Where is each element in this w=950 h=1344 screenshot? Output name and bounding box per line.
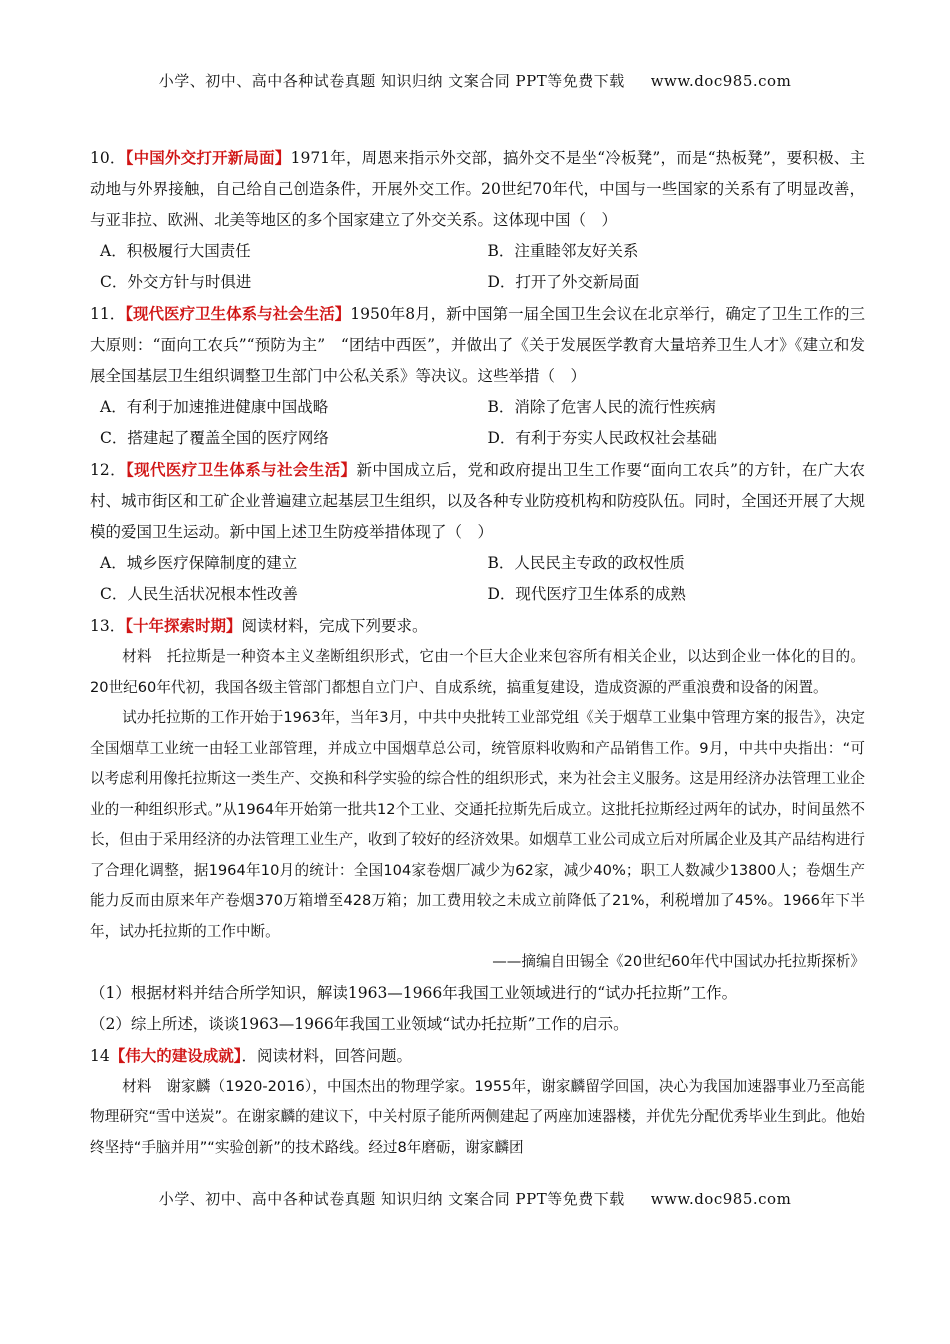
question-10-options (90, 236, 865, 298)
header-site-link[interactable]: www.doc985.com (650, 72, 792, 90)
question-13-text: 阅读材料，完成下列要求。 (241, 617, 428, 635)
question-10-option-c: C．外交方针与时俱进 (100, 273, 252, 291)
question-14-stem (90, 1040, 865, 1072)
question-10-option-d: D．打开了外交新局面 (487, 273, 640, 291)
question-11-option-b: B．消除了危害人民的流行性疾病 (487, 398, 716, 416)
question-11-topic-tag: 【现代医疗卫生体系与社会生活】 (125, 304, 351, 323)
question-13-stem (90, 610, 865, 642)
question-11-option-a: A．有利于加速推进健康中国战略 (100, 398, 329, 416)
question-13-material-paragraph-2: 试办托拉斯的工作开始于1963年，当年3月，中共中央批转工业部党组《关于烟草工业集中管理方案的报告》，决定全国烟草工业统一由轻工业部管理，并成立中国烟草总公司，统管原料收购和产品销售工作。9月，中共中央指出：“可以考虑利用像托拉斯这一类生产、交换和科学实验的综合性的组织形式，来为社会主义服务。这是用经济办法管理工业企业的一种组织形式。”从1964年开始第一批共12个工业、交通托拉斯先后成立。这批托拉斯经过两年的试办，时间虽然不长，但由于采用经济的办法管理工业生产，收到了较好的经济效果。如烟草工业公司成立后对所属企业及其产品结构进行了合理化调整，据1964年10月的统计：全国104家卷烟厂减少为62家，减少40%；职工人数减少13800人；卷烟生产能力反而由原来年产卷烟370万箱增至428万箱；加工费用较之未成立前降低了21%，利税增加了45%。1966年下半年，试办托拉斯的工作中断。 (90, 709, 865, 940)
question-11-text: 1950年8月，新中国第一届全国卫生会议在北京举行，确定了卫生工作的三大原则：“面向工农兵”“预防为主” “团结中西医”，并做出了《关于发展医学教育大量培养卫生人才》《建立和发展全国基层卫生组织调整卫生部门中公私关系》等决议。这些举措（ ） (90, 305, 865, 385)
question-12-option-d: D．现代医疗卫生体系的成熟 (487, 585, 686, 603)
question-10-topic-tag: 【中国外交打开新局面】 (125, 148, 291, 167)
question-13-subquestion-1: （1）根据材料并结合所学知识，解读1963—1966年我国工业领域进行的“试办托拉斯”工作。 (90, 983, 738, 1002)
question-14-text: ．阅读材料，回答问题。 (241, 1046, 413, 1065)
exam-content (90, 142, 865, 1163)
question-12-option-c: C．人民生活状况根本性改善 (100, 585, 298, 603)
question-10-option-a: A．积极履行大国责任 (100, 242, 251, 260)
question-13 (90, 610, 865, 1040)
question-10-text: 1971年，周恩来指示外交部，搞外交不是坐“冷板凳”，而是“热板凳”，要积极、主动地与外界接触，自己给自己创造条件，开展外交工作。20世纪70年代，中国与一些国家的关系有了明显改善，与亚非拉、欧洲、北美等地区的多个国家建立了外交关系。这体现中国（ ） (90, 149, 865, 229)
question-10 (90, 142, 865, 298)
question-14 (90, 1040, 865, 1164)
question-11-option-d: D．有利于夯实人民政权社会基础 (487, 429, 717, 447)
question-12-option-a: A．城乡医疗保障制度的建立 (100, 554, 298, 572)
footer-text: 小学、初中、高中各种试卷真题 知识归纳 文案合同 PPT等免费下载 (158, 1190, 625, 1208)
question-12 (90, 454, 865, 610)
question-14-number: 14 (90, 1046, 110, 1065)
question-14-topic-tag: 【伟大的建设成就】 (109, 1045, 242, 1065)
header-text: 小学、初中、高中各种试卷真题 知识归纳 文案合同 PPT等免费下载 (158, 72, 625, 90)
question-12-number: 12． (90, 461, 126, 479)
question-11-option-c: C．搭建起了覆盖全国的医疗网络 (100, 429, 329, 447)
question-10-option-b: B．注重睦邻友好关系 (487, 242, 639, 260)
question-12-text: 新中国成立后，党和政府提出卫生工作要“面向工农兵”的方针，在广大农村、城市街区和工矿企业普遍建立起基层卫生组织，以及各种专业防疫机构和防疫队伍。同时，全国还开展了大规模的爱国卫生运动。新中国上述卫生防疫举措体现了（ ） (90, 461, 866, 541)
question-13-source: ——摘编自田锡全《20世纪60年代中国试办托拉斯探析》 (492, 953, 865, 970)
question-12-topic-tag: 【现代医疗卫生体系与社会生活】 (125, 460, 357, 479)
question-11-options (90, 392, 865, 454)
question-13-topic-tag: 【十年探索时期】 (125, 616, 242, 635)
question-10-stem (90, 142, 865, 236)
question-10-number: 10． (90, 149, 126, 167)
footer-site-link[interactable]: www.doc985.com (650, 1190, 792, 1208)
page-footer (0, 1188, 950, 1209)
question-14-material-paragraph-1: 材料 谢家麟（1920-2016），中国杰出的物理学家。1955年，谢家麟留学回国，决心为我国加速器事业乃至高能物理研究“雪中送炭”。在谢家麟的建议下，中关村原子能所两侧建起了两座加速器楼，并优先分配优秀毕业生到此。他始终坚持“手脑并用”“实验创新”的技术路线。经过8年磨砺，谢家麟团 (90, 1077, 865, 1156)
question-11-number: 11． (90, 305, 126, 323)
question-13-subquestion-2: （2）综上所述，谈谈1963—1966年我国工业领域“试办托拉斯”工作的启示。 (90, 1014, 629, 1033)
question-12-stem (90, 454, 865, 548)
question-13-material-paragraph-1: 材料 托拉斯是一种资本主义垄断组织形式，它由一个巨大企业来包容所有相关企业，以达到企业一体化的目的。20世纪60年代初，我国各级主管部门都想自立门户、自成系统，搞重复建设，造成资源的严重浪费和设备的闲置。 (90, 648, 865, 696)
question-11 (90, 298, 865, 454)
question-13-number: 13． (90, 617, 126, 635)
question-12-option-b: B．人民民主专政的政权性质 (487, 554, 685, 572)
question-11-stem (90, 298, 865, 392)
page-header (0, 70, 950, 91)
question-12-options (90, 548, 865, 610)
